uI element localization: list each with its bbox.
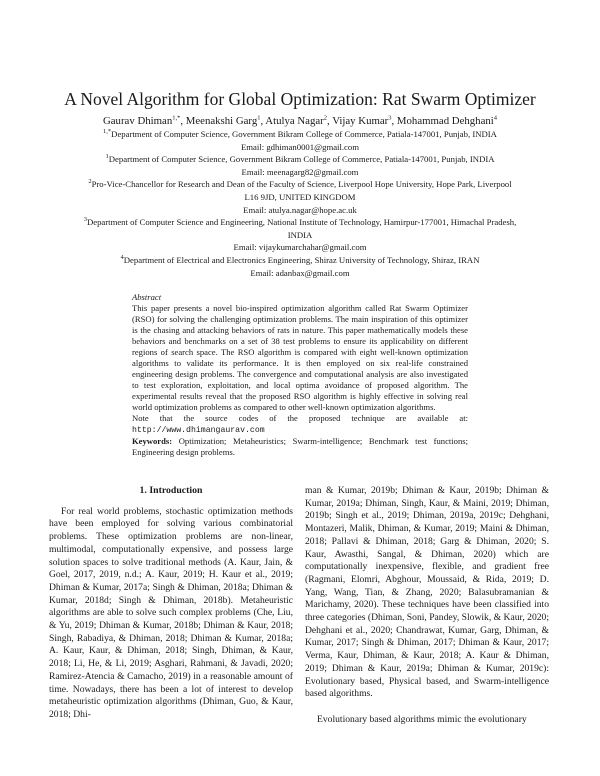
author-4: Vijay Kumar$^3$ (332, 114, 392, 127)
author-3: Atulya Nagar$^2$ (265, 114, 328, 127)
section-heading-introduction: 1. Introduction (139, 485, 203, 496)
affiliation-1: $^{1,*}$Department of Computer Science, Government Bikram College of Commerce, Patiala-147001, Punjab, INDIA (103, 128, 497, 139)
right-column (305, 485, 549, 727)
abstract-body: This paper presents a novel bio-inspired optimization algorithm called Rat Swarm Optimizer (RSO) for solving the challenging optimization problems. The main inspiration of this optimizer is the chasing and attacking behaviors of rats in nature. This paper mathematically models these behaviors and benchmarks on a set of 38 test problems to ensure its applicability on different regions of search space. The RSO algorithm is compared with eight well-known optimization algorithms to validate its performance. It is then employed on six real-life constrained engineering design problems. The convergence and computational analysis are also investigated to test exploration, exploitation, and local optima avoidance of proposed algorithm. The experimental results reveal that the proposed RSO algorithm is highly effective in solving real world optimization problems as compared to other well-known optimization algorithms. (132, 303, 468, 412)
keywords (132, 436, 468, 458)
affiliation-5-email: Email: adanbax@gmail.com (250, 267, 350, 278)
abstract-heading: Abstract (132, 292, 162, 302)
affiliations (40, 128, 560, 279)
intro-paragraph-1: For real world problems, stochastic optimization methods have been employed for solving various combinatorial problems. These optimization problems are non-linear, multimodal, computationally expensive, and possess large solution spaces to solve traditional methods (A. Kaur, Jain, & Goel, 2017, 2019, n.d.; A. Kaur, 2019; H. Kaur et al., 2019; Dhiman & Kumar, 2017a; Singh & Dhiman, 2018a; Dhiman & Kumar, 2018d; Singh & Dhiman, 2018b). Metaheuristic algorithms are able to solve such complex problems (Che, Liu, & Yu, 2019; Dhiman & Kumar, 2018b; Dhiman & Kaur, 2018; Singh, Rabadiya, & Dhiman, 2018; Dhiman & Kumar, 2018a; A. Kaur, Kaur, & Dhiman, 2018; Singh, Dhiman, & Kaur, 2018; Li, He, & Li, 2019; Asghari, Rahmani, & Javadi, 2020; Ramirez-Atencia & Camacho, 2019) in a reasonable amount of time. Nowadays, there has been a lot of interest to develop metaheuristic optimization algorithms (Dhiman, Guo, & Kaur, 2018; Dhi- (49, 505, 293, 720)
affiliation-1-email: Email: gdhiman0001@gmail.com (240, 141, 360, 152)
author-list: Gaurav Dhiman$^{1,*}$, Meenakshi Garg$^1$, Atulya Nagar$^2$, Vijay Kumar$^3$, Mohammad Dehghani$^4$ (102, 114, 498, 127)
author-5: Mohammad Dehghani$^4$ (396, 114, 498, 127)
source-code-note: Note that the source codes of the proposed technique are available at: http://www.dhimangaurav.com (132, 413, 468, 435)
author-2: Meenakshi Garg$^1$ (185, 114, 261, 127)
abstract (132, 292, 468, 458)
intro-paragraph-2: Evolutionary based algorithms mimic the evolutionary (317, 713, 527, 725)
affiliation-2: $^1$Department of Computer Science, Government Bikram College of Commerce, Patiala-147001, Punjab, INDIA (105, 153, 495, 165)
source-code-url[interactable]: http://www.dhimangaurav.com (132, 426, 265, 435)
affiliation-2-email: Email: meenagarg82@gmail.com (241, 166, 359, 177)
affiliation-3-cont: L16 9JD, UNITED KINGDOM (244, 191, 356, 202)
affiliation-4: $^3$Department of Computer Science and Engineering, National Institute of Technology, Hamirpur-177001, Himachal Pradesh, (83, 216, 517, 228)
paper-title: A Novel Algorithm for Global Optimization: Rat Swarm Optimizer (64, 89, 536, 109)
keywords-label: Keywords: (132, 436, 173, 446)
affiliation-4-cont: INDIA (287, 229, 313, 240)
intro-paragraph-1-cont: man & Kumar, 2019b; Dhiman & Kaur, 2019b; Dhiman & Kumar, 2019a; Dhiman, Singh, Kaur, & Maini, 2019; Dhiman, 2019b; Singh et al., 2019; Dhiman, 2019a, 2019c; Dehghani, Montazeri, Malik, Dhiman, & Kumar, 2019; Maini & Dhiman, 2018; Pallavi & Dhiman, 2018; Garg & Dhiman, 2020; S. Kaur, Awasthi, Sangal, & Dhiman, 2020) which are computationally inexpensive, flexible, and gradient free (Ragmani, Elomri, Abghour, Moussaid, & Rida, 2019; D. Yang, Wang, Tian, & Zhang, 2020; Balasubramanian & Marichamy, 2020). These techniques have been classified into three categories (Dhiman, Soni, Pandey, Slowik, & Kaur, 2020; Dehghani et al., 2020; Chandrawat, Kumar, Garg, Dhiman, & Kumar, 2017; Singh & Dhiman, 2017; Dhiman & Kaur, 2017; Verma, Kaur, Dhiman, & Kaur, 2018; A. Kaur & Dhiman, 2019; Dhiman & Kaur, 2019a; Dhiman & Kumar, 2019c): Evolutionary based, Physical based, and Swarm-intelligence based algorithms. (305, 485, 549, 700)
affiliation-4-email: Email: vijaykumarchahar@gmail.com (233, 242, 367, 253)
affiliation-3-email: Email: atulya.nagar@hope.ac.uk (243, 204, 357, 215)
affiliation-3: $^2$Pro-Vice-Chancellor for Research and Dean of the Faculty of Science, Liverpool Hope University, Hope Park, Liverpool (88, 178, 512, 190)
left-column (49, 485, 293, 722)
affiliation-5: $^4$Department of Electrical and Electronics Engineering, Shiraz University of Technology, Shiraz, IRAN (120, 254, 480, 265)
keywords-text: Optimization; Metaheuristics; Swarm-intelligence; Benchmark test functions; Engineering design problems. (132, 436, 468, 457)
author-1: Gaurav Dhiman$^{1,*}$ (102, 114, 181, 127)
